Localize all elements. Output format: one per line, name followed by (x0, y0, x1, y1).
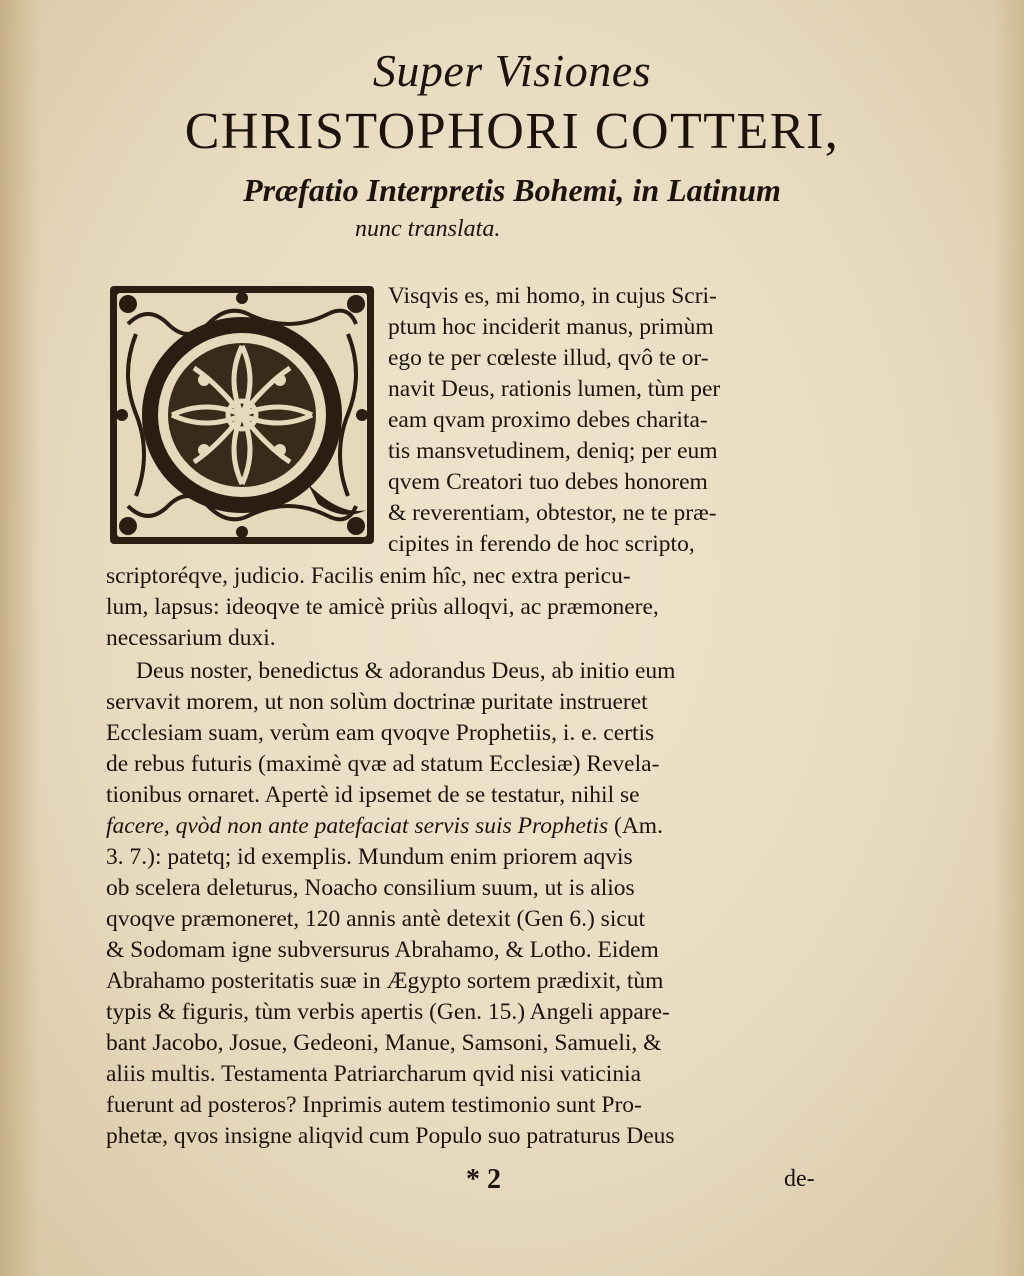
text-line: de rebus futuris (maximè qvæ ad statum Ecclesiæ) Revela- (106, 751, 660, 777)
ornamental-initial-q (108, 284, 376, 546)
text-line: phetæ, qvos insigne aliqvid cum Populo suo patraturus Deus (106, 1123, 675, 1149)
text-line: typis & figuris, tùm verbis apertis (Gen. 15.) Angeli appare- (106, 999, 670, 1025)
text-line: bant Jacobo, Josue, Gedeoni, Manue, Samsoni, Samueli, & (106, 1030, 662, 1056)
text-line: qvem Creatori tuo debes honorem (388, 469, 708, 495)
title-praefatio: Præfatio Interpretis Bohemi, in Latinum (243, 172, 781, 208)
signature-mark: * 2 (466, 1164, 501, 1195)
text-line: tionibus ornaret. Apertè id ipsemet de se testatur, nihil se (106, 782, 640, 808)
catchword: de- (784, 1166, 815, 1192)
text-line: & reverentiam, obtestor, ne te præ- (388, 500, 717, 526)
text-line: aliis multis. Testamenta Patriarcharum qvid nisi vaticinia (106, 1061, 642, 1087)
text-line: navit Deus, rationis lumen, tùm per (388, 376, 721, 402)
text-line: 3. 7.): patetq; id exemplis. Mundum enim priorem aqvis (106, 844, 633, 870)
text-line: Deus noster, benedictus & adorandus Deus, ab initio eum (136, 658, 676, 684)
text-line: fuerunt ad posteros? Inprimis autem testimonio sunt Pro- (106, 1092, 642, 1118)
text-line: scriptoréqve, judicio. Facilis enim hîc, nec extra pericu- (106, 563, 631, 589)
title-christophori-cotteri: CHRISTOPHORI COTTERI, (184, 103, 840, 160)
text-line: ptum hoc inciderit manus, primùm (388, 314, 714, 340)
text-line: eam qvam proximo debes charita- (388, 407, 708, 433)
text-line: qvoqve præmoneret, 120 annis antè detexit (Gen 6.) sicut (106, 906, 646, 932)
text-line: ob scelera deleturus, Noacho consilium suum, ut is alios (106, 875, 635, 901)
citation: (Am. (608, 813, 663, 839)
italic-quote: facere, qvòd non ante patefaciat servis suis Prophetis (106, 813, 609, 839)
text-line: Abrahamo posteritatis suæ in Ægypto sortem prædixit, tùm (106, 968, 664, 994)
text-line: tis mansvetudinem, deniq; per eum (388, 438, 718, 464)
text-line: cipites in ferendo de hoc scripto, (388, 531, 695, 557)
title-super-visiones: Super Visiones (372, 45, 652, 96)
text-line: necessarium duxi. (106, 625, 276, 651)
text-line: Ecclesiam suam, verùm eam qvoqve Prophetiis, i. e. certis (106, 720, 655, 746)
title-nunc-translata: nunc translata. (355, 216, 501, 242)
text-line: & Sodomam igne subversurus Abrahamo, & Lotho. Eidem (106, 937, 659, 963)
text-line: Visqvis es, mi homo, in cujus Scri- (388, 283, 717, 309)
text-line: lum, lapsus: ideoqve te amicè priùs alloqvi, ac præmonere, (106, 594, 659, 620)
text-line (106, 811, 663, 842)
text-line: ego te per cœleste illud, qvô te or- (388, 345, 709, 371)
text-line: servavit morem, ut non solùm doctrinæ puritate instrueret (106, 689, 648, 715)
